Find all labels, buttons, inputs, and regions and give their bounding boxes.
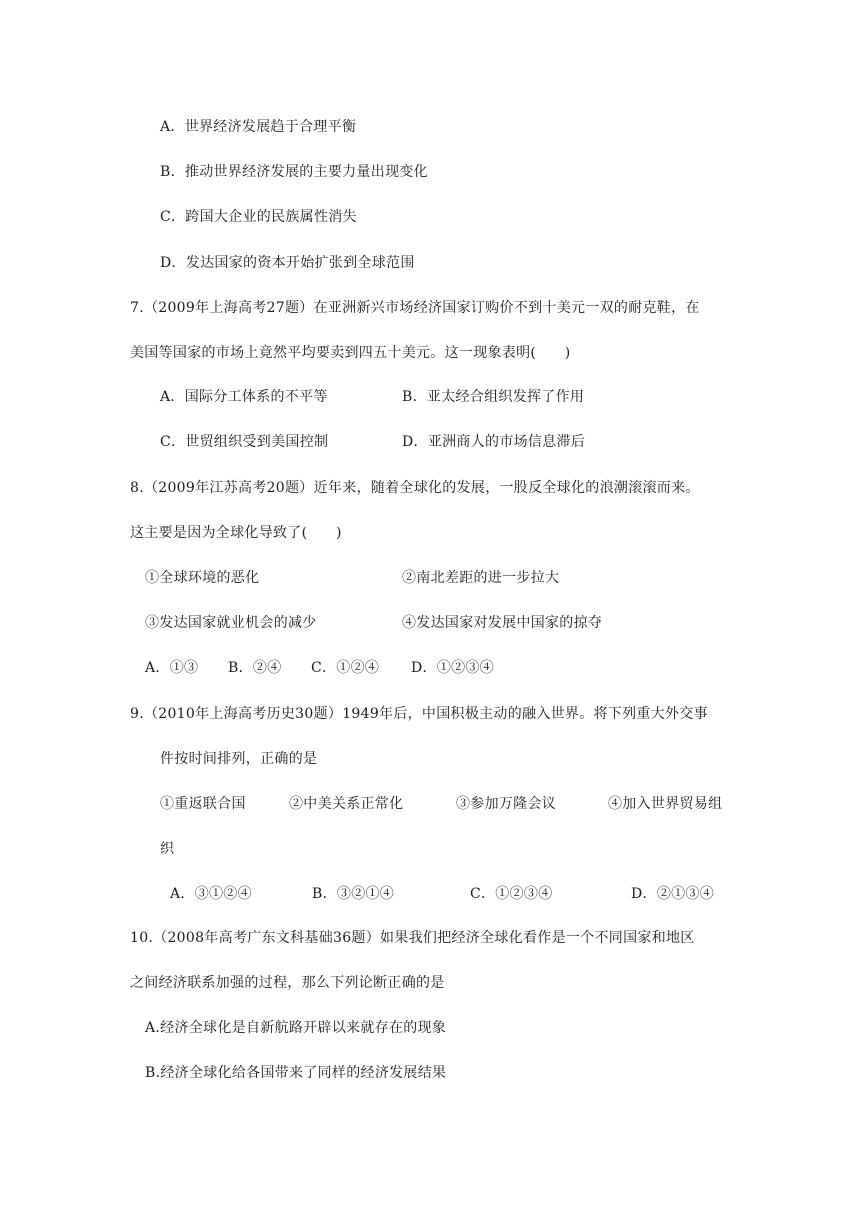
q8-item-3: ③发达国家就业机会的减少 bbox=[145, 615, 317, 631]
q8-stem-line2: 这主要是因为全球化导致了( ) bbox=[130, 525, 342, 541]
q10-option-b: B.经济全球化给各国带来了同样的经济发展结果 bbox=[145, 1065, 447, 1081]
q9-item-4-continuation: 织 bbox=[160, 841, 175, 857]
q7-option-b: B．亚太经合组织发挥了作用 bbox=[402, 389, 585, 405]
q8-item-4: ④发达国家对发展中国家的掠夺 bbox=[402, 615, 603, 631]
q7-stem-line2: 美国等国家的市场上竟然平均要卖到四五十美元。这一现象表明( ) bbox=[130, 345, 571, 361]
q6-option-b: B．推动世界经济发展的主要力量出现变化 bbox=[160, 164, 428, 180]
q9-item-3: ③参加万隆会议 bbox=[456, 796, 557, 812]
q9-stem-line1: 9.（2010年上海高考历史30题）1949年后，中国积极主动的融入世界。将下列重大外交事 bbox=[130, 706, 708, 722]
q9-item-4: ④加入世界贸易组 bbox=[608, 796, 723, 812]
q8-stem-line1: 8.（2009年江苏高考20题）近年来，随着全球化的发展，一股反全球化的浪潮滚滚而来。 bbox=[130, 480, 700, 496]
q9-stem-line2: 件按时间排列，正确的是 bbox=[160, 751, 318, 767]
q8-option-c: C．①②④ bbox=[311, 660, 380, 676]
q8-option-d: D．①②③④ bbox=[411, 660, 495, 676]
q9-option-c: C．①②③④ bbox=[470, 886, 553, 902]
q8-item-1: ①全球环境的恶化 bbox=[145, 570, 260, 586]
q7-option-a: A．国际分工体系的不平等 bbox=[160, 389, 328, 405]
q8-option-a: A．①③ bbox=[145, 660, 199, 676]
q7-option-d: D．亚洲商人的市场信息滞后 bbox=[402, 434, 586, 450]
q8-item-2: ②南北差距的进一步拉大 bbox=[402, 570, 560, 586]
q8-option-b: B．②④ bbox=[228, 660, 282, 676]
q9-option-d: D．②①③④ bbox=[631, 886, 715, 902]
q9-option-b: B．③②①④ bbox=[312, 886, 395, 902]
q7-stem-line1: 7.（2009年上海高考27题）在亚洲新兴市场经济国家订购价不到十美元一双的耐克鞋，在 bbox=[130, 300, 700, 316]
q6-option-c: C．跨国大企业的民族属性消失 bbox=[160, 209, 357, 225]
q6-option-d: D．发达国家的资本开始扩张到全球范围 bbox=[160, 255, 415, 271]
q9-option-a: A．③①②④ bbox=[170, 886, 252, 902]
q10-stem-line2: 之间经济联系加强的过程，那么下列论断正确的是 bbox=[130, 975, 445, 991]
q9-item-2: ②中美关系正常化 bbox=[289, 796, 404, 812]
q7-option-c: C．世贸组织受到美国控制 bbox=[160, 434, 329, 450]
q6-option-a: A．世界经济发展趋于合理平衡 bbox=[160, 119, 357, 135]
q10-stem-line1: 10.（2008年高考广东文科基础36题）如果我们把经济全球化看作是一个不同国家和地区 bbox=[130, 930, 695, 946]
q10-option-a: A.经济全球化是自新航路开辟以来就存在的现象 bbox=[145, 1020, 447, 1036]
q9-item-1: ①重返联合国 bbox=[160, 796, 246, 812]
